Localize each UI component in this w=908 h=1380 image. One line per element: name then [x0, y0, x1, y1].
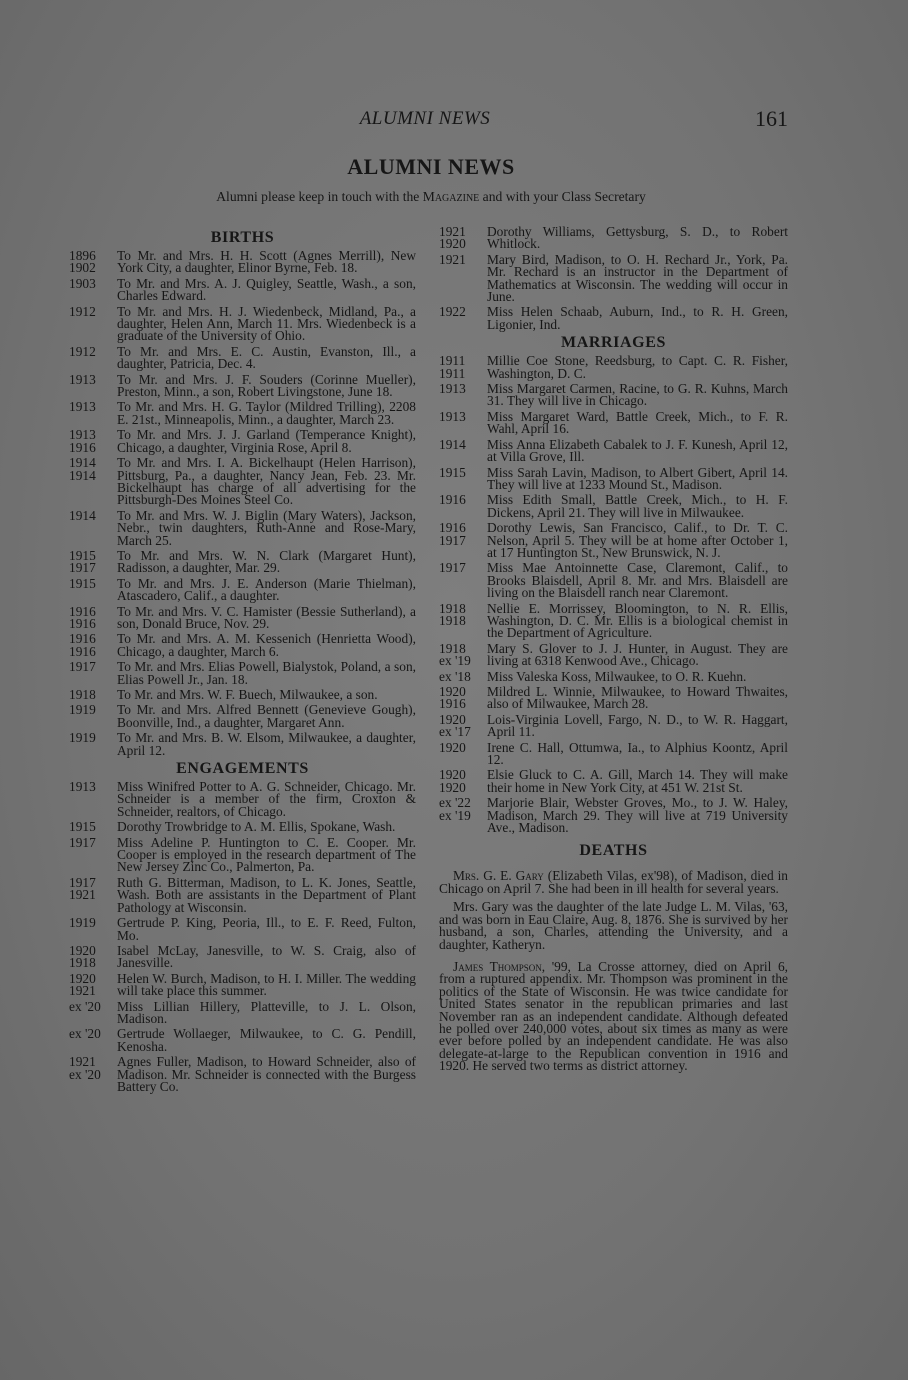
entry-class-year: ex '22 ex '19 [439, 795, 471, 823]
running-header [60, 108, 790, 134]
obituary-paragraph [439, 870, 788, 895]
entry-class-year: 1896 1902 [69, 248, 96, 276]
entry-text: To Mr. and Mrs. J. F. Souders (Corinne Mueller), Preston, Minn., a son, Robert Livingstone, June 18. [117, 371, 416, 400]
entry-text: To Mr. and Mrs. H. J. Wiedenbeck, Midland, Pa., a daughter, Helen Ann, March 11. Mrs. Wiedenbeck is a graduate of the University of Ohio. [117, 303, 416, 344]
list-item [69, 821, 416, 833]
section-heading-births: BIRTHS [210, 229, 275, 246]
entry-class-year: 1920 ex '17 [439, 711, 471, 740]
list-item [69, 603, 416, 631]
entry-text: Dorothy Lewis, San Francisco, Calif., to Dr. T. C. Nelson, April 5. They will be at home after October 1, at 17 Huntington St., New Brunswick, N. J. [487, 520, 788, 560]
entry-text: To Mr. and Mrs. I. A. Bickelhaupt (Helen Harrison), Pittsburg, Pa., a daughter, Nancy Jean, Feb. 23. Mr. Bickelhaupt has charge of all advertising for the Pittsburgh-Des Moines Steel Co. [117, 455, 416, 508]
subtitle-magazine: Magazine [422, 189, 480, 204]
page-subtitle [0, 189, 862, 205]
entry-text: Miss Valeska Koss, Milwaukee, to O. R. Kuehn. [487, 668, 747, 684]
births-list [69, 250, 416, 757]
running-title: ALUMNI NEWS [359, 108, 491, 129]
list-item [69, 1056, 416, 1093]
entry-class-year: 1913 [69, 399, 96, 415]
entry-class-year: 1903 [69, 275, 96, 291]
entry-text: To Mr. and Mrs. J. J. Garland (Temperance Knight), Chicago, a daughter, Virginia Rose, April 8. [117, 427, 416, 455]
entry-class-year: 1913 [439, 408, 466, 424]
obituary-text: (Elizabeth Vilas, ex'98), of Madison, died in Chicago on April 7. She had been in ill health for several years. [439, 868, 789, 896]
entry-text: To Mr. and Mrs. A. M. Kessenich (Henrietta Wood), Chicago, a daughter, March 6. [117, 631, 416, 659]
entry-class-year: 1916 [439, 492, 466, 508]
list-item [69, 689, 416, 701]
list-item [69, 781, 416, 818]
list-item [69, 874, 416, 915]
entry-text: Miss Margaret Carmen, Racine, to G. R. Kuhns, March 31. They will live in Chicago. [487, 381, 788, 409]
entry-class-year: ex '18 [439, 668, 471, 684]
entry-class-year: 1916 1916 [69, 603, 96, 631]
list-item [439, 668, 788, 684]
left-column [69, 226, 416, 1096]
entry-text: To Mr. and Mrs. V. C. Hamister (Bessie Sutherland), a son, Donald Bruce, Nov. 29. [117, 603, 416, 631]
obituary-paragraph [439, 901, 788, 951]
entry-text: Elsie Gluck to C. A. Gill, March 14. They will make their home in New York City, at 451 W. 21st St. [487, 767, 788, 795]
entry-class-year: 1913 [439, 381, 466, 397]
entry-class-year: 1916 1917 [439, 520, 466, 548]
entry-class-year: 1915 1917 [69, 547, 96, 576]
entry-class-year: 1920 1916 [439, 684, 466, 712]
entry-text: Miss Mae Antoinnette Case, Claremont, Calif., to Brooks Blaisdell, April 8. Mr. and Mrs. Blaisdell are living on the Blaisdell ranch near Claremont. [487, 560, 788, 601]
list-item [69, 942, 416, 971]
list-item [69, 1028, 416, 1053]
entry-text: Dorothy Trowbridge to A. M. Ellis, Spokane, Wash. [117, 819, 396, 835]
entry-text: Gertrude P. King, Peoria, Ill., to E. F. Reed, Fulton, Mo. [117, 915, 416, 943]
list-item [69, 343, 416, 372]
right-column [439, 226, 788, 1079]
section-heading-deaths: DEATHS [579, 842, 648, 860]
entry-class-year: 1922 [439, 304, 466, 320]
list-item [439, 306, 788, 331]
section-heading-engagements: ENGAGEMENTS [176, 760, 309, 778]
entry-text: To Mr. and Mrs. Alfred Bennett (Genevieve Gough), Boonville, Ind., a daughter, Margaret Ann. [117, 702, 416, 730]
entry-text: Marjorie Blair, Webster Groves, Mo., to J. W. Haley, Madison, March 29. They will live at 719 University Ave., Madison. [487, 795, 788, 836]
entry-text: Mary Bird, Madison, to O. H. Rechard Jr., York, Pa. Mr. Rechard is an instructor in the Department of Mathematics at Wisconsin. The wedding will occur in June. [487, 251, 788, 305]
entry-text: Miss Winifred Potter to A. G. Schneider, Chicago. Mr. Schneider is a member of the firm, Croxton & Schneider, realtors, of Chicago. [117, 779, 416, 819]
entry-class-year: 1916 1916 [69, 631, 96, 659]
list-item [69, 457, 416, 507]
obituary-text: , '99, La Crosse attorney, died on April 6, from a ruptured appendix. Mr. Thompson was prominent in the politics of the State of Wisconsin. He was twice candidate for United States senator in the republican primaries and last November ran as an independent candidate. Although defeated he polled over 240,000 votes, about six times as many as were ever before polled by an independent candidate. He was also delegate-at-large to the Republican convention in 1916 and 1920. He served two terms as district attorney. [439, 958, 788, 1074]
deaths-list [439, 870, 788, 1072]
entry-class-year: 1921 1920 [439, 224, 466, 252]
list-item [69, 371, 416, 400]
entry-text: Lois-Virginia Lovell, Fargo, N. D., to W. R. Haggart, April 11. [487, 711, 788, 740]
entry-class-year: 1911 1911 [439, 353, 466, 381]
section-heading-marriages: MARRIAGES [561, 334, 666, 352]
obituary-name: James Thompson [453, 958, 542, 974]
list-item [439, 383, 788, 408]
list-item [69, 547, 416, 576]
marriages-list [439, 355, 788, 834]
obituary-paragraph [439, 958, 788, 1074]
entry-class-year: 1915 [69, 819, 96, 835]
entry-text: To Mr. and Mrs. W. N. Clark (Margaret Hunt), Radisson, a daughter, Mar. 29. [117, 547, 416, 576]
entry-text: Nellie E. Morrissey, Bloomington, to N. R. Ellis, Washington, D. C. Mr. Ellis is a biological chemist in the Department of Agriculture. [487, 600, 788, 641]
entry-class-year: 1921 [439, 251, 466, 267]
entry-class-year: 1914 [439, 436, 466, 452]
engagements-list [69, 781, 416, 1093]
entry-class-year: 1919 [69, 730, 96, 746]
entry-text: Miss Helen Schaab, Auburn, Ind., to R. H. Green, Ligonier, Ind. [487, 304, 788, 332]
entry-text: Ruth G. Bitterman, Madison, to L. K. Jones, Seattle, Wash. Both are assistants in the Department of Plant Pathology at Wisconsin. [117, 874, 416, 915]
entry-text: Miss Lillian Hillery, Platteville, to J. L. Olson, Madison. [117, 998, 416, 1026]
entry-text: Dorothy Williams, Gettysburg, S. D., to Robert Whitlock. [487, 224, 788, 252]
entry-class-year: 1919 [69, 702, 96, 718]
list-item [439, 769, 788, 794]
list-item [439, 739, 788, 768]
list-item [69, 970, 416, 999]
entry-text: Miss Margaret Ward, Battle Creek, Mich., to F. R. Wahl, April 16. [487, 408, 788, 437]
list-item [69, 633, 416, 658]
list-item [69, 732, 416, 757]
list-item [439, 226, 788, 251]
entry-class-year: 1914 1914 [69, 455, 96, 483]
entry-class-year: 1920 1920 [439, 767, 466, 795]
entry-text: Miss Edith Small, Battle Creek, Mich., to H. F. Dickens, April 21. They will live in Milwaukee. [487, 492, 788, 520]
list-item [69, 917, 416, 942]
list-item [439, 408, 788, 437]
list-item [69, 575, 416, 604]
entry-text: Miss Sarah Lavin, Madison, to Albert Gibert, April 14. They will live at 1233 Mound St., Madison. [487, 464, 788, 492]
list-item [69, 429, 416, 454]
entry-class-year: 1913 [69, 779, 96, 795]
list-item [439, 686, 788, 711]
entry-text: Miss Anna Elizabeth Cabalek to J. F. Kunesh, April 12, at Villa Grove, Ill. [487, 436, 788, 465]
entry-text: To Mr. and Mrs. A. J. Quigley, Seattle, Wash., a son, Charles Edward. [117, 275, 416, 304]
entry-text: To Mr. and Mrs. B. W. Elsom, Milwaukee, a daughter, April 12. [117, 730, 416, 758]
list-item [439, 797, 788, 834]
page-number: 161 [755, 106, 788, 131]
entry-class-year: 1917 [69, 834, 96, 850]
entry-class-year: 1920 1921 [69, 970, 96, 999]
entry-class-year: 1918 ex '19 [439, 640, 471, 669]
entry-class-year: 1912 [69, 303, 96, 319]
entry-text: Gertrude Wollaeger, Milwaukee, to C. G. Pendill, Kenosha. [117, 1026, 416, 1054]
entry-text: Mary S. Glover to J. J. Hunter, in August. They are living at 6318 Kenwood Ave., Chicago. [487, 640, 788, 669]
entry-class-year: 1917 [69, 659, 96, 675]
entry-text: To Mr. and Mrs. J. E. Anderson (Marie Thielman), Atascadero, Calif., a daughter. [117, 575, 416, 604]
entry-text: Mildred L. Winnie, Milwaukee, to Howard Thwaites, also of Milwaukee, March 28. [487, 684, 788, 712]
entry-class-year: 1920 1918 [69, 942, 96, 971]
list-item [439, 600, 788, 641]
list-item [69, 998, 416, 1026]
entry-text: Millie Coe Stone, Reedsburg, to Capt. C. R. Fisher, Washington, D. C. [487, 353, 788, 381]
list-item [69, 704, 416, 729]
entry-class-year: 1913 1916 [69, 427, 96, 455]
list-item [69, 275, 416, 304]
entry-class-year: 1913 [69, 371, 96, 387]
entry-class-year: 1920 [439, 739, 466, 755]
list-item [439, 355, 788, 380]
entry-text: Isabel McLay, Janesville, to W. S. Craig, also of Janesville. [117, 942, 416, 971]
entry-text: To Mr. and Mrs. W. J. Biglin (Mary Waters), Jackson, Nebr., twin daughters, Ruth-Anne and Rose-Mary, March 25. [117, 507, 416, 548]
list-item [439, 562, 788, 599]
list-item [69, 834, 416, 875]
entry-class-year: 1912 [69, 343, 96, 359]
entry-class-year: ex '20 [69, 998, 101, 1014]
obituary-name: Mrs. G. E. Gary [453, 868, 544, 884]
entry-text: To Mr. and Mrs. E. C. Austin, Evanston, Ill., a daughter, Patricia, Dec. 4. [117, 343, 416, 372]
list-item [439, 640, 788, 669]
entry-text: Irene C. Hall, Ottumwa, Ia., to Alphius Koontz, April 12. [487, 739, 788, 768]
entry-class-year: 1918 [69, 687, 96, 702]
list-item [439, 436, 788, 465]
list-item [69, 661, 416, 686]
obituary-text: Mrs. Gary was the daughter of the late Judge L. M. Vilas, '63, and was born in Eau Claire, Aug. 8, 1876. She is survived by her husband, a son, Charles, attending the University, and a daughter, Katheryn. [439, 899, 788, 952]
engagements-continued-list [439, 226, 788, 331]
entry-class-year: 1918 1918 [439, 600, 466, 628]
list-item [439, 494, 788, 519]
subtitle-end: and with your Class Secretary [479, 189, 646, 204]
page-title: ALUMNI NEWS [347, 154, 515, 179]
list-item [69, 250, 416, 275]
list-item [439, 464, 788, 492]
entry-text: To Mr. and Mrs. H. G. Taylor (Mildred Trilling), 2208 E. 21st., Minneapolis, Minn., a daughter, March 23. [117, 399, 416, 427]
entry-class-year: 1919 [69, 915, 96, 931]
subtitle-start: Alumni please keep in touch with the [216, 189, 423, 204]
entry-text: To Mr. and Mrs. H. H. Scott (Agnes Merrill), New York City, a daughter, Elinor Byrne, Feb. 18. [117, 248, 416, 276]
entry-class-year: 1915 [69, 575, 96, 591]
entry-class-year: ex '20 [69, 1026, 101, 1042]
entry-text: To Mr. and Mrs. W. F. Buech, Milwaukee, a son. [117, 687, 378, 702]
entry-class-year: 1917 [439, 560, 466, 576]
entry-class-year: 1917 1921 [69, 874, 96, 903]
entry-text: To Mr. and Mrs. Elias Powell, Bialystok, Poland, a son, Elias Powell Jr., Jan. 18. [117, 659, 416, 687]
entry-class-year: 1921 ex '20 [69, 1054, 101, 1082]
list-item [69, 401, 416, 426]
list-item [439, 711, 788, 740]
list-item [439, 522, 788, 559]
entry-text: Miss Adeline P. Huntington to C. E. Cooper. Mr. Cooper is employed in the research department of The New Jersey Zinc Co., Palmerton, Pa. [117, 834, 416, 875]
entry-text: Helen W. Burch, Madison, to H. I. Miller. The wedding will take place this summer. [117, 970, 416, 999]
entry-text: Agnes Fuller, Madison, to Howard Schneider, also of Madison. Mr. Schneider is connected with the Burgess Battery Co. [117, 1054, 416, 1094]
list-item [69, 303, 416, 344]
list-item [69, 507, 416, 548]
entry-class-year: 1915 [439, 464, 466, 480]
entry-class-year: 1914 [69, 507, 96, 523]
list-item [439, 251, 788, 305]
